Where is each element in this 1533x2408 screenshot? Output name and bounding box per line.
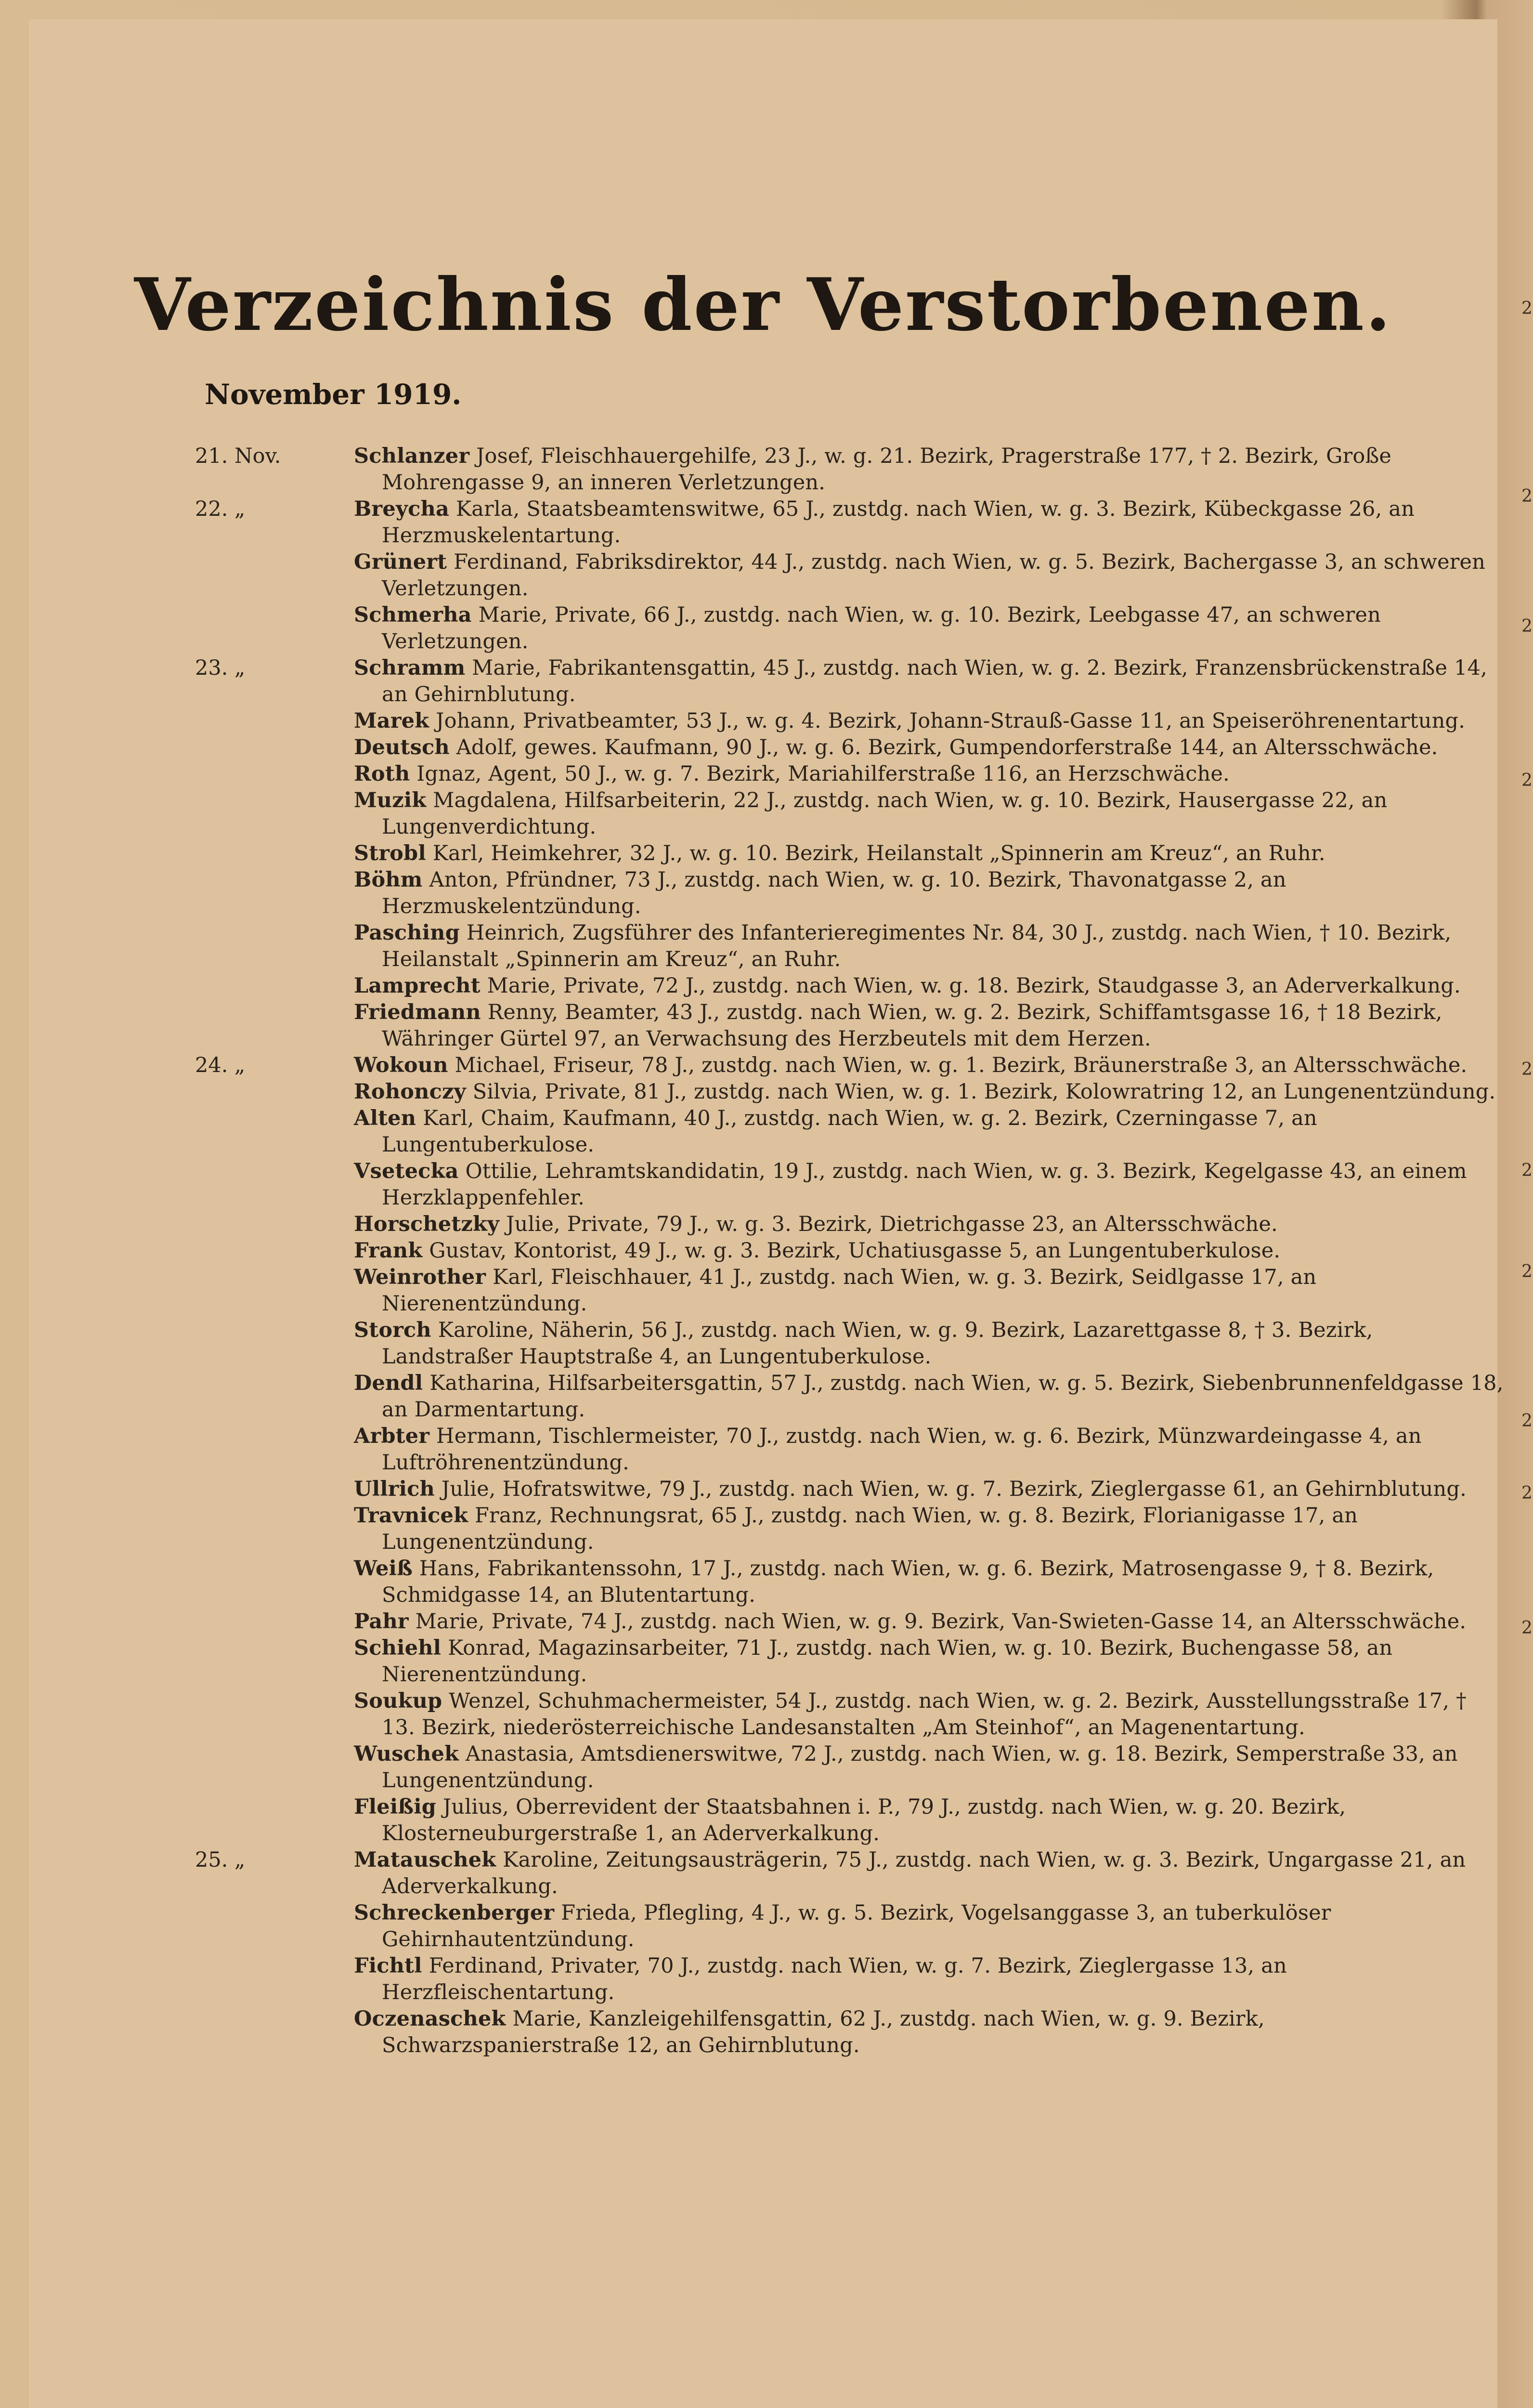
register-entry [195, 1900, 1505, 1953]
death-register-list [195, 443, 1505, 2059]
entry-surname: Arbter [354, 1424, 430, 1448]
register-entry [195, 840, 1505, 867]
entry-details: Marie, Fabrikantensgattin, 45 J., zustdg. nach Wien, w. g. 2. Bezirk, Franzensbrückenstraße 14, an Gehirnblutung. [382, 656, 1488, 707]
register-entry [195, 1264, 1505, 1317]
entry-surname: Strobl [354, 841, 426, 865]
register-entry [195, 1423, 1505, 1476]
entry-text [354, 1238, 1505, 1264]
entry-text [354, 708, 1505, 734]
entry-surname: Friedmann [354, 1000, 481, 1024]
entry-surname: Matauschek [354, 1848, 496, 1872]
entry-text [354, 1317, 1505, 1370]
entry-surname: Frank [354, 1239, 423, 1263]
entry-details: Anastasia, Amtsdienerswitwe, 72 J., zustdg. nach Wien, w. g. 18. Bezirk, Semperstraße 33, an Lungenentzündung. [382, 1742, 1458, 1793]
entry-details: Karoline, Näherin, 56 J., zustdg. nach Wien, w. g. 9. Bezirk, Lazarettgasse 8, † 3. Bezirk, Landstraßer Hauptstraße 4, an Lungentuberkulose. [382, 1318, 1373, 1369]
entry-date: 22. „ [195, 497, 246, 521]
register-entry [195, 1370, 1505, 1423]
register-entry [195, 1688, 1505, 1741]
entry-surname: Soukup [354, 1689, 442, 1713]
edge-mark: 2 [1521, 1060, 1533, 1079]
edge-mark: 2 [1521, 771, 1533, 790]
entry-text [354, 1847, 1505, 1900]
register-entry [195, 443, 1505, 496]
entry-surname: Schiehl [354, 1636, 442, 1660]
entry-details: Marie, Private, 72 J., zustdg. nach Wien, w. g. 18. Bezirk, Staudgasse 3, an Aderverkalkung. [487, 974, 1461, 998]
register-entry [195, 973, 1505, 999]
entry-date: 25. „ [195, 1848, 246, 1872]
entry-details: Ferdinand, Privater, 70 J., zustdg. nach Wien, w. g. 7. Bezirk, Zieglergasse 13, an Herzfleischentartung. [382, 1954, 1287, 2004]
register-entry [195, 1609, 1505, 1635]
entry-details: Anton, Pfründner, 73 J., zustdg. nach Wien, w. g. 10. Bezirk, Thavonatgasse 2, an Herzmuskelentzündung. [382, 868, 1286, 918]
register-entry [195, 549, 1505, 602]
entry-details: Gustav, Kontorist, 49 J., w. g. 3. Bezirk, Uchatiusgasse 5, an Lungentuberkulose. [429, 1239, 1281, 1263]
entry-text [354, 1741, 1505, 1794]
entry-text [354, 1423, 1505, 1476]
entry-details: Hans, Fabrikantenssohn, 17 J., zustdg. nach Wien, w. g. 6. Bezirk, Matrosengasse 9, † 8. Bezirk, Schmidgasse 14, an Blutentartung. [382, 1557, 1434, 1607]
entry-surname: Oczenaschek [354, 2007, 506, 2031]
entry-surname: Lamprecht [354, 974, 481, 998]
entry-surname: Breycha [354, 497, 450, 521]
entry-text [354, 602, 1505, 655]
entry-date: 24. „ [195, 1053, 246, 1077]
register-entry [195, 867, 1505, 920]
register-entry [195, 1317, 1505, 1370]
entry-details: Julius, Oberrevident der Staatsbahnen i. P., 79 J., zustdg. nach Wien, w. g. 20. Bezirk, Klosterneuburgerstraße 1, an Aderverkalkung. [382, 1795, 1346, 1845]
entry-surname: Muzik [354, 788, 427, 812]
entry-surname: Fichtl [354, 1954, 422, 1978]
entry-text [354, 840, 1505, 867]
entry-text [354, 1635, 1505, 1688]
entry-surname: Fleißig [354, 1795, 437, 1819]
register-entry [195, 1052, 1505, 1079]
entry-details: Karl, Chaim, Kaufmann, 40 J., zustdg. nach Wien, w. g. 2. Bezirk, Czerningasse 7, an Lungentuberkulose. [382, 1106, 1317, 1157]
register-entry [195, 708, 1505, 734]
entry-date: 23. „ [195, 656, 246, 680]
entry-surname: Dendl [354, 1371, 423, 1395]
entry-details: Heinrich, Zugsführer des Infanterieregimentes Nr. 84, 30 J., zustdg. nach Wien, † 10. Bezirk, Heilanstalt „Spinnerin am Kreuz“, an Ruhr. [382, 921, 1452, 971]
entry-surname: Ullrich [354, 1477, 435, 1501]
edge-mark: 2 [1521, 1161, 1533, 1180]
entry-date: 21. Nov. [195, 444, 281, 468]
entry-details: Katharina, Hilfsarbeitersgattin, 57 J., zustdg. nach Wien, w. g. 5. Bezirk, Siebenbrunnenfeldgasse 18, an Darmentartung. [382, 1371, 1504, 1422]
entry-text [354, 973, 1505, 999]
entry-surname: Rohonczy [354, 1080, 466, 1104]
entry-surname: Roth [354, 762, 410, 786]
entry-text [354, 920, 1505, 973]
entry-text [354, 734, 1505, 761]
entry-surname: Weiß [354, 1557, 413, 1581]
entry-surname: Schmerha [354, 603, 472, 627]
register-entry [195, 2006, 1505, 2059]
entry-text [354, 655, 1505, 708]
register-entry [195, 787, 1505, 840]
entry-details: Hermann, Tischlermeister, 70 J., zustdg. nach Wien, w. g. 6. Bezirk, Münzwardeingasse 4, an Luftröhrenentzündung. [382, 1424, 1422, 1475]
entry-surname: Horschetzky [354, 1212, 500, 1236]
entry-surname: Pasching [354, 921, 460, 945]
register-entry [195, 1847, 1505, 1900]
edge-mark: 2 [1521, 1618, 1533, 1638]
entry-details: Ottilie, Lehramtskandidatin, 19 J., zustdg. nach Wien, w. g. 3. Bezirk, Kegelgasse 43, an einem Herzklappenfehler. [382, 1159, 1467, 1210]
entry-details: Magdalena, Hilfsarbeiterin, 22 J., zustdg. nach Wien, w. g. 10. Bezirk, Hausergasse 22, an Lungenverdichtung. [382, 788, 1388, 839]
register-entry [195, 920, 1505, 973]
entry-text [354, 761, 1505, 787]
entry-text [354, 1079, 1505, 1105]
register-entry [195, 496, 1505, 549]
entry-text [354, 443, 1505, 496]
entry-details: Michael, Friseur, 78 J., zustdg. nach Wien, w. g. 1. Bezirk, Bräunerstraße 3, an Altersschwäche. [455, 1053, 1468, 1077]
entry-text [354, 2006, 1505, 2059]
entry-details: Karl, Fleischhauer, 41 J., zustdg. nach Wien, w. g. 3. Bezirk, Seidlgasse 17, an Nierenentzündung. [382, 1265, 1317, 1316]
entry-surname: Marek [354, 709, 429, 733]
entry-surname: Travnicek [354, 1504, 468, 1528]
entry-text [354, 1105, 1505, 1158]
edge-mark: 2 [1521, 1411, 1533, 1431]
entry-surname: Weinrother [354, 1265, 486, 1289]
entry-surname: Wokoun [354, 1053, 448, 1077]
entry-details: Silvia, Private, 81 J., zustdg. nach Wien, w. g. 1. Bezirk, Kolowratring 12, an Lungenentzündung. [472, 1080, 1496, 1104]
entry-surname: Wuschek [354, 1742, 459, 1766]
entry-text [354, 1264, 1505, 1317]
entry-surname: Schlanzer [354, 444, 470, 468]
edge-mark: 2 [1521, 616, 1533, 636]
entry-text [354, 1503, 1505, 1556]
register-entry [195, 1953, 1505, 2006]
register-entry [195, 1503, 1505, 1556]
register-entry [195, 1158, 1505, 1211]
edge-mark: 2 [1521, 1483, 1533, 1503]
entry-text [354, 1211, 1505, 1238]
register-entry [195, 1635, 1505, 1688]
entry-surname: Storch [354, 1318, 431, 1342]
entry-text [354, 787, 1505, 840]
register-entry [195, 655, 1505, 708]
register-entry [195, 1556, 1505, 1609]
entry-details: Karoline, Zeitungsausträgerin, 75 J., zustdg. nach Wien, w. g. 3. Bezirk, Ungargasse 21, an Aderverkalkung. [382, 1848, 1466, 1898]
entry-text [354, 867, 1505, 920]
entry-text [354, 1158, 1505, 1211]
entry-text [354, 1556, 1505, 1609]
register-entry [195, 602, 1505, 655]
entry-details: Marie, Private, 66 J., zustdg. nach Wien, w. g. 10. Bezirk, Leebgasse 47, an schweren Verletzungen. [382, 603, 1381, 654]
entry-text [354, 1953, 1505, 2006]
register-entry [195, 734, 1505, 761]
entry-text [354, 1370, 1505, 1423]
entry-details: Frieda, Pflegling, 4 J., w. g. 5. Bezirk, Vogelsanggasse 3, an tuberkulöser Gehirnhautentzündung. [382, 1901, 1331, 1951]
entry-details: Josef, Fleischhauergehilfe, 23 J., w. g. 21. Bezirk, Pragerstraße 177, † 2. Bezirk, Große Mohrengasse 9, an inneren Verletzungen. [382, 444, 1392, 495]
entry-surname: Alten [354, 1106, 416, 1130]
entry-text [354, 1900, 1505, 1953]
document-page [29, 19, 1504, 2408]
entry-details: Julie, Private, 79 J., w. g. 3. Bezirk, Dietrichgasse 23, an Altersschwäche. [506, 1212, 1278, 1236]
entry-details: Marie, Private, 74 J., zustdg. nach Wien, w. g. 9. Bezirk, Van-Swieten-Gasse 14, an Altersschwäche. [415, 1610, 1467, 1634]
entry-text [354, 1688, 1505, 1741]
entry-surname: Grünert [354, 550, 447, 574]
entry-details: Renny, Beamter, 43 J., zustdg. nach Wien, w. g. 2. Bezirk, Schiffamtsgasse 16, † 18 Bezirk, Währinger Gürtel 97, an Verwachsung des Herzbeutels mit dem Herzen. [382, 1000, 1442, 1051]
entry-text [354, 1794, 1505, 1847]
entry-details: Karl, Heimkehrer, 32 J., w. g. 10. Bezirk, Heilanstalt „Spinnerin am Kreuz“, an Ruhr. [432, 841, 1325, 865]
entry-details: Karla, Staatsbeamtenswitwe, 65 J., zustdg. nach Wien, w. g. 3. Bezirk, Kübeckgasse 26, an Herzmuskelentartung. [382, 497, 1415, 548]
month-heading: November 1919. [205, 378, 462, 411]
entry-surname: Böhm [354, 868, 423, 892]
entry-text [354, 549, 1505, 602]
entry-surname: Schreckenberger [354, 1901, 555, 1925]
register-entry [195, 1794, 1505, 1847]
register-entry [195, 999, 1505, 1052]
entry-details: Adolf, gewes. Kaufmann, 90 J., w. g. 6. Bezirk, Gumpendorferstraße 144, an Altersschwäche. [456, 735, 1438, 759]
page-title: Verzeichnis der Verstorbenen. [134, 262, 1392, 347]
register-entry [195, 1211, 1505, 1238]
entry-details: Franz, Rechnungsrat, 65 J., zustdg. nach Wien, w. g. 8. Bezirk, Florianigasse 17, an Lungenentzündung. [382, 1504, 1358, 1554]
entry-details: Ignaz, Agent, 50 J., w. g. 7. Bezirk, Mariahilferstraße 116, an Herzschwäche. [416, 762, 1230, 786]
entry-details: Marie, Kanzleigehilfensgattin, 62 J., zustdg. nach Wien, w. g. 9. Bezirk, Schwarzspanierstraße 12, an Gehirnblutung. [382, 2007, 1265, 2057]
register-entry [195, 1741, 1505, 1794]
entry-details: Julie, Hofratswitwe, 79 J., zustdg. nach Wien, w. g. 7. Bezirk, Zieglergasse 61, an Gehirnblutung. [441, 1477, 1467, 1501]
entry-text [354, 1476, 1505, 1503]
entry-text [354, 496, 1505, 549]
register-entry [195, 1238, 1505, 1264]
edge-mark: 2 [1521, 486, 1533, 506]
entry-text [354, 1052, 1505, 1079]
register-entry [195, 1079, 1505, 1105]
edge-mark: 2 [1521, 299, 1533, 318]
register-entry [195, 761, 1505, 787]
entry-details: Konrad, Magazinsarbeiter, 71 J., zustdg. nach Wien, w. g. 10. Bezirk, Buchengasse 58, an Nierenentzündung. [382, 1636, 1393, 1687]
entry-details: Johann, Privatbeamter, 53 J., w. g. 4. Bezirk, Johann-Strauß-Gasse 11, an Speiseröhrenentartung. [436, 709, 1466, 733]
entry-details: Ferdinand, Fabriksdirektor, 44 J., zustdg. nach Wien, w. g. 5. Bezirk, Bachergasse 3, an schweren Verletzungen. [382, 550, 1486, 601]
entry-surname: Vsetecka [354, 1159, 459, 1183]
entry-text [354, 999, 1505, 1052]
entry-text [354, 1609, 1505, 1635]
register-entry [195, 1476, 1505, 1503]
entry-surname: Pahr [354, 1610, 409, 1634]
entry-surname: Schramm [354, 656, 466, 680]
entry-details: Wenzel, Schuhmachermeister, 54 J., zustdg. nach Wien, w. g. 2. Bezirk, Ausstellungsstraße 17, † 13. Bezirk, niederösterreichische Landesanstalten „Am Steinhof“, an Magenentartung. [382, 1689, 1467, 1740]
edge-mark: 2 [1521, 1262, 1533, 1282]
entry-surname: Deutsch [354, 735, 450, 759]
register-entry [195, 1105, 1505, 1158]
